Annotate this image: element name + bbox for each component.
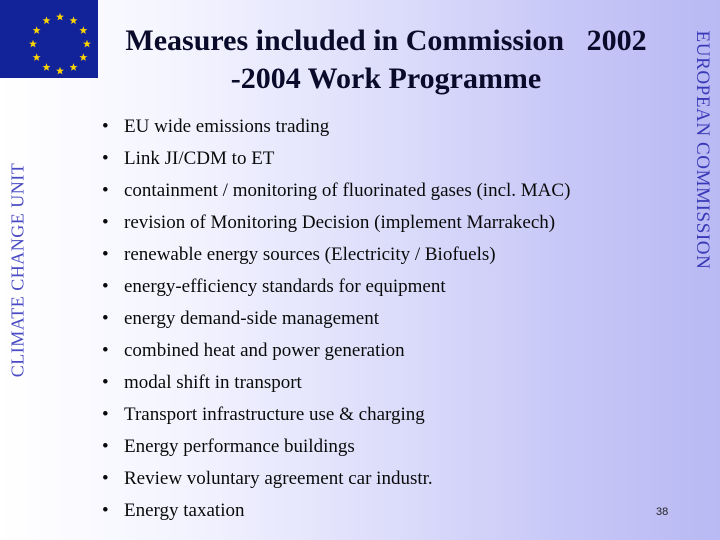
list-item: • Review voluntary agreement car industr. [100,463,570,495]
climate-change-unit-label: CLIMATE CHANGE UNIT [7,162,28,378]
title-line-2: -2004 Work Programme [230,62,542,95]
list-item: • revision of Monitoring Decision (implement Marrakech) [100,207,570,239]
list-item: • Energy taxation [100,495,570,527]
slide-title [96,22,676,98]
list-item: • Transport infrastructure use & charging [100,399,570,431]
list-item: • energy-efficiency standards for equipment [100,271,570,303]
list-item: • modal shift in transport [100,367,570,399]
european-commission-label: EUROPEAN COMMISSION [692,30,713,270]
title-line-1: Measures included in Commission 2002 [125,24,647,57]
eu-stars-icon [0,0,98,78]
list-item: • renewable energy sources (Electricity / Biofuels) [100,239,570,271]
list-item: • combined heat and power generation [100,335,570,367]
list-item: • containment / monitoring of fluorinated gases (incl. MAC) [100,175,570,207]
list-item: • Energy performance buildings [100,431,570,463]
list-item: • energy demand-side management [100,303,570,335]
eu-flag-logo [0,0,98,78]
page-number: 38 [656,506,669,518]
list-item: • EU wide emissions trading [100,111,570,143]
list-item: • Link JI/CDM to ET [100,143,570,175]
measures-list [100,111,570,527]
